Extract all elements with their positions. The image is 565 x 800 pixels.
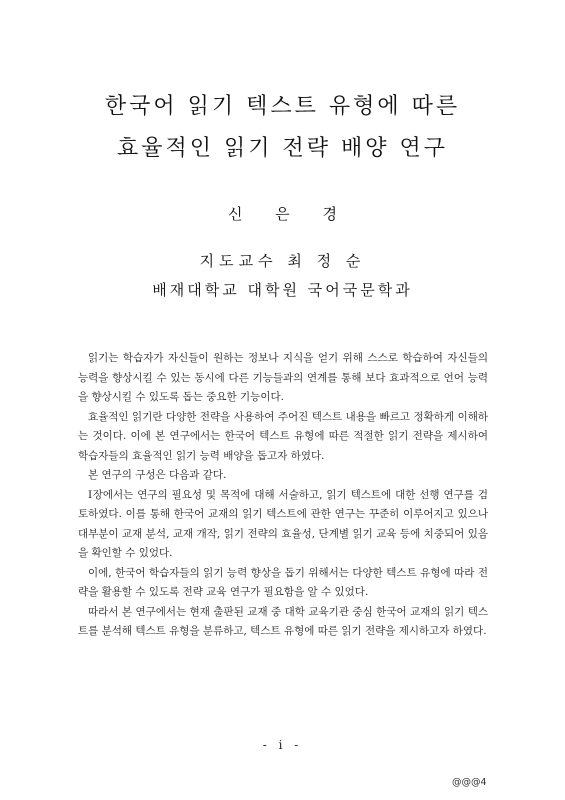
abstract-paragraph: 이에, 한국어 학습자들의 읽기 능력 향상을 돕기 위해서는 다양한 텍스트 유형에 따라 전략을 활용할 수 있도록 전략 교육 연구가 필요함을 알 수 있었다. <box>78 566 488 598</box>
abstract-paragraph: 읽기는 학습자가 자신들이 원하는 정보나 지식을 얻기 위해 스스로 학습하여 자신들의 능력을 향상시킬 수 있는 동시에 다른 기능들과의 연계를 통해 보다 효과적으로 언어 능력을 향상시킬 수 있도록 돕는 중요한 기능이다. <box>78 352 488 403</box>
author-name: 신 은 경 <box>227 205 351 223</box>
abstract-paragraph: 본 연구의 구성은 다음과 같다. <box>88 469 227 481</box>
title-line-1: 한국어 읽기 텍스트 유형에 따른 <box>104 94 461 119</box>
page-number: - i - <box>262 738 303 752</box>
abstract-body <box>78 349 488 642</box>
abstract-paragraph: 효율적인 읽기란 다양한 전략을 사용하여 주어진 텍스트 내용을 빠르고 정확하게 이해하는 것이다. 이에 본 연구에서는 한국어 텍스트 유형에 따른 적절한 읽기 전략을 제시하여 학습자들의 효율적인 읽기 능력 배양을 돕고자 하였다. <box>78 410 488 462</box>
footer-mark: @@@4 <box>452 777 487 788</box>
department-name: 배재대학교 대학원 국어국문학과 <box>152 281 413 299</box>
advisor-name: 지도교수 최 정 순 <box>199 252 366 270</box>
abstract-paragraph: Ⅰ장에서는 연구의 필요성 및 목적에 대해 서술하고, 읽기 텍스트에 대한 선행 연구를 검토하였다. 이를 통해 한국어 교재의 읽기 텍스트에 관한 연구는 꾸준히 이루어지고 있으나 대부분이 교재 분석, 교재 개작, 읽기 전략의 효율성, 단계별 읽기 교육 등에 치중되어 있음을 확인할 수 있었다. <box>78 488 488 559</box>
abstract-paragraph: 따라서 본 연구에서는 현재 출판된 교재 중 대학 교육기관 중심 한국어 교재의 읽기 텍스트를 분석해 텍스트 유형을 분류하고, 텍스트 유형에 따른 읽기 전략을 제시하고자 하였다. <box>78 605 488 637</box>
title-line-2: 효율적인 읽기 전략 배양 연구 <box>117 136 448 161</box>
